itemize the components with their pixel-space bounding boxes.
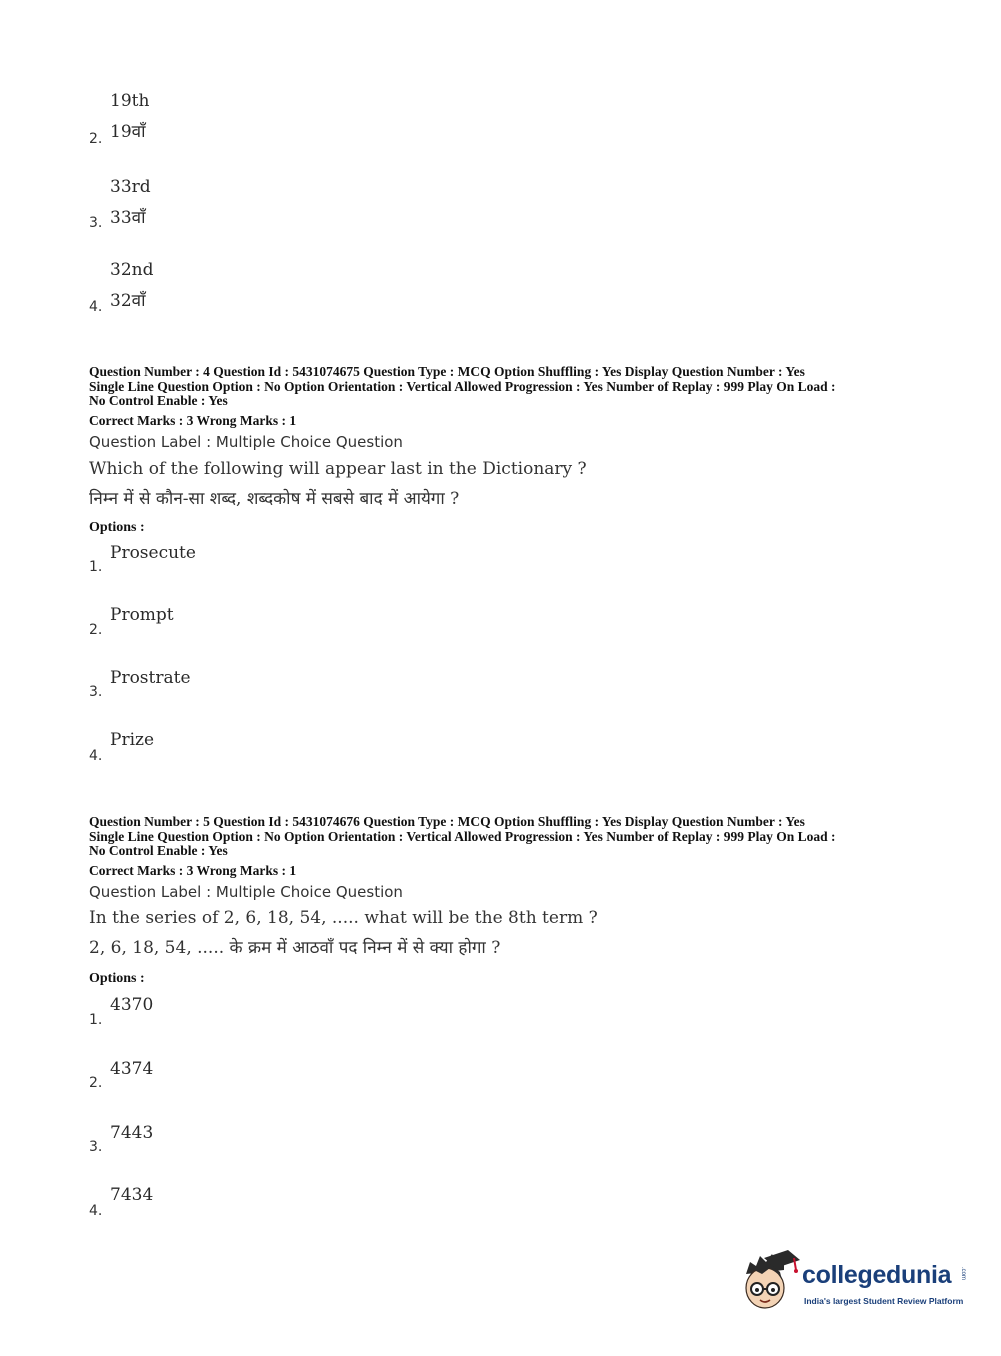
q5-option-4-number: 4. (89, 1203, 103, 1219)
q4-option-1-text: Prosecute (110, 543, 196, 563)
q4-question-label: Question Label : Multiple Choice Question (89, 433, 403, 451)
q5-option-2-number: 2. (89, 1075, 103, 1091)
q5-marks: Correct Marks : 3 Wrong Marks : 1 (89, 863, 297, 878)
q4-meta-line-1: Question Number : 4 Question Id : 5431074675 Question Type : MCQ Option Shuffling : Yes Display Question Number : Yes (89, 364, 805, 379)
brand-tagline: India's largest Student Review Platform (804, 1296, 964, 1306)
q4-option-1-number: 1. (89, 559, 103, 575)
q5-option-1-text: 4370 (110, 995, 154, 1015)
prev-option-4-en: 32nd (110, 260, 154, 280)
q4-options-label: Options : (89, 520, 145, 535)
q4-option-2-number: 2. (89, 622, 103, 638)
prev-option-4-number: 4. (89, 299, 103, 315)
brand-domain: .com (960, 1267, 966, 1281)
prev-option-3-en: 33rd (110, 177, 151, 197)
q5-metadata (89, 815, 919, 859)
q5-question-text-hi: 2, 6, 18, 54, ..... के क्रम में आठवाँ पद निम्न में से क्या होगा ? (89, 938, 501, 958)
prev-option-3-number: 3. (89, 215, 103, 231)
prev-option-3-hi: 33वाँ (110, 208, 146, 228)
student-mascot-icon (740, 1248, 802, 1314)
q4-question-text-hi: निम्न में से कौन-सा शब्द, शब्दकोष में सबसे बाद में आयेगा ? (89, 489, 460, 509)
q5-options-label: Options : (89, 971, 145, 986)
q4-metadata (89, 365, 919, 409)
q5-option-1-number: 1. (89, 1012, 103, 1028)
q5-meta-line-2: Single Line Question Option : No Option Orientation : Vertical Allowed Progression : Yes Number of Replay : 999 Play On Load : (89, 828, 836, 844)
q5-meta-line-3: No Control Enable : Yes (89, 843, 228, 858)
q5-option-2-text: 4374 (110, 1059, 154, 1079)
q5-question-text-en: In the series of 2, 6, 18, 54, ..... what will be the 8th term ? (89, 908, 598, 928)
prev-option-4-hi: 32वाँ (110, 291, 146, 311)
q4-option-3-text: Prostrate (110, 668, 191, 688)
q5-option-3-text: 7443 (110, 1123, 154, 1143)
q5-option-4-text: 7434 (110, 1185, 154, 1205)
q4-question-text-en: Which of the following will appear last in the Dictionary ? (89, 459, 587, 479)
q4-marks: Correct Marks : 3 Wrong Marks : 1 (89, 413, 297, 428)
q4-option-4-number: 4. (89, 748, 103, 764)
prev-option-2-hi: 19वाँ (110, 122, 146, 142)
brand-name: collegedunia (802, 1261, 952, 1289)
q4-meta-line-2: Single Line Question Option : No Option Orientation : Vertical Allowed Progression : Yes Number of Replay : 999 Play On Load : (89, 378, 836, 394)
q4-option-3-number: 3. (89, 684, 103, 700)
q5-meta-line-1: Question Number : 5 Question Id : 5431074676 Question Type : MCQ Option Shuffling : Yes Display Question Number : Yes (89, 814, 805, 829)
q4-meta-line-3: No Control Enable : Yes (89, 393, 228, 408)
prev-option-2-number: 2. (89, 131, 103, 147)
q4-option-2-text: Prompt (110, 605, 174, 625)
q5-question-label: Question Label : Multiple Choice Question (89, 883, 403, 901)
q4-option-4-text: Prize (110, 730, 155, 750)
q5-option-3-number: 3. (89, 1139, 103, 1155)
brand-logo[interactable] (740, 1248, 970, 1318)
prev-option-2-en: 19th (110, 91, 150, 111)
